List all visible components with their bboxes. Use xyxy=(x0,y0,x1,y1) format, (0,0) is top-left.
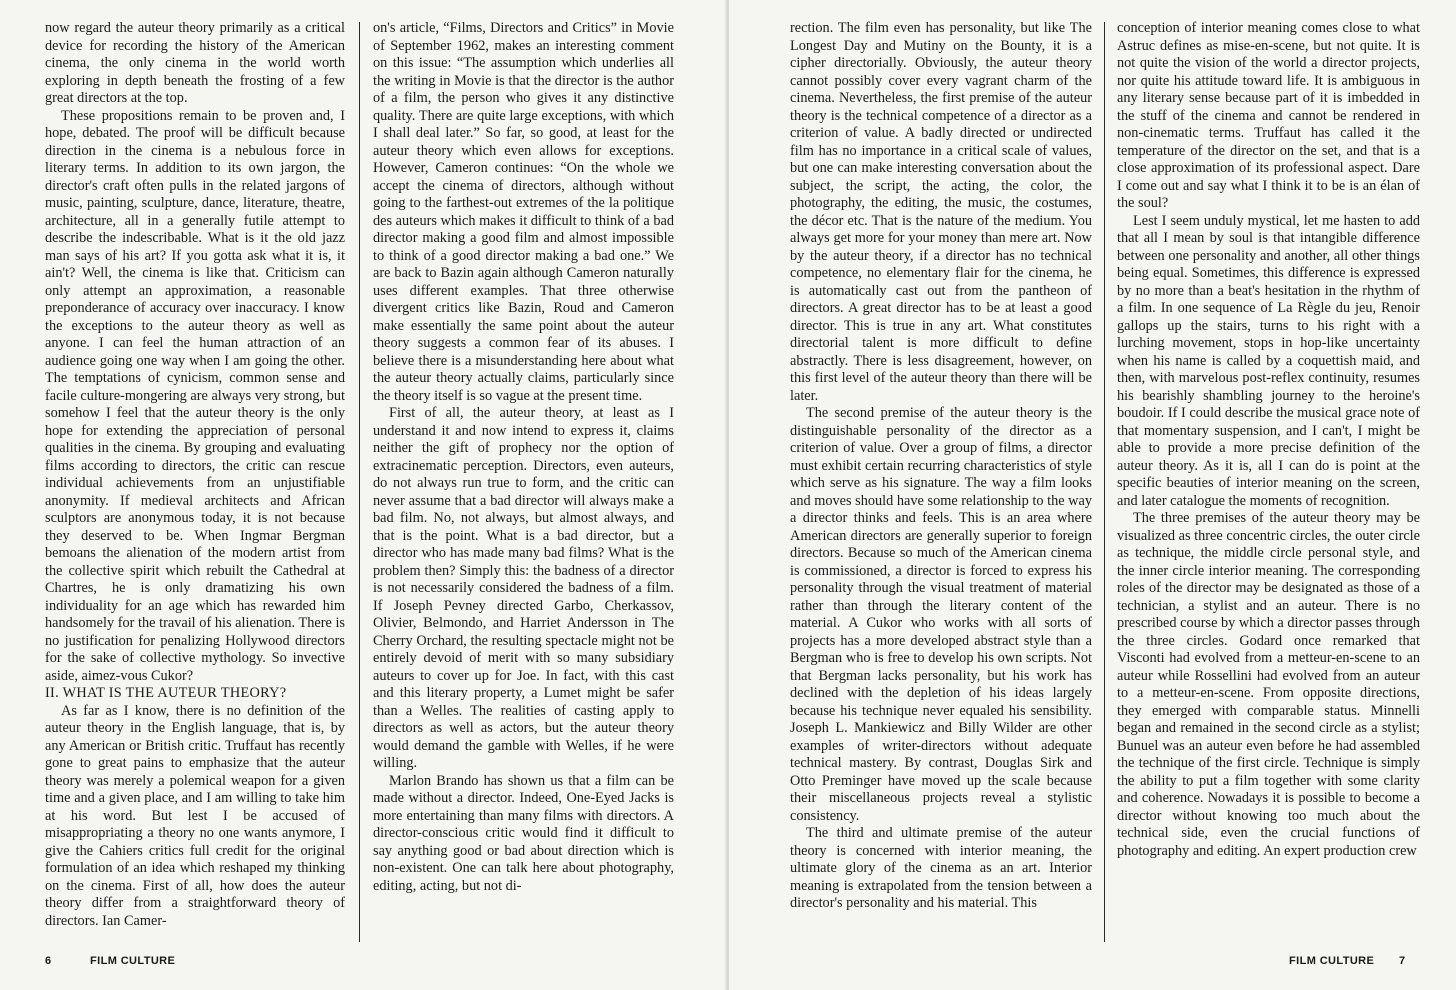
paragraph: The three premises of the auteur theory may be visualized as three concentric circles, the outer circle as technique, the middle circle personal style, and the inner circle interior meaning. The corresponding roles of the director may be designated as those of a technician, a stylist and an auteur. There is no prescribed course by which a director passes through the three circles. Godard once remarked that Visconti had evolved from a metteur-en-scene to an auteur while Rossellini had evolved from an auteur to a metteur-en-scene. From opposite directions, they emerged with comparable status. Minnelli began and remained in the second circle as a stylist; Bunuel was an auteur even before he had assembled the technique of the first circle. Technique is simply the ability to put a film together with some clarity and coherence. Nowadays it is possible to become a director without knowing too much about the technical side, even the crucial functions of photography and editing. An expert production crew xyxy=(1117,510,1420,859)
column-rule xyxy=(359,22,360,942)
paragraph: Lest I seem unduly mystical, let me hasten to add that all I mean by soul is that intangible difference between one personality and another, all other things being equal. Sometimes, this difference is expressed by no more than a beat's hesitation in the rhythm of a film. In one sequence of La Règle du jeu, Renoir gallops up the stairs, turns to his right with a lurching movement, stops in hop-like uncertainty when his name is called by a coquettish maid, and then, with marvelous post-reflex continuity, resumes his bearishly shambling journey to the heroine's boudoir. If I could describe the musical grace note of that momentary suspension, and I can't, I might be able to provide a more precise definition of the auteur theory. As it is, all I can do is point at the specific beauties of interior meaning on the screen, and later catalogue the moments of recognition. xyxy=(1117,212,1420,509)
left-page-column-1 xyxy=(45,20,345,950)
right-page-column-2 xyxy=(1117,20,1420,950)
paragraph: Marlon Brando has shown us that a film can be made without a director. Indeed, One-Eyed Jacks is more entertaining than many films with directors. A director-conscious critic would find it difficult to say anything good or bad about direction which is non-existent. One can talk here about photography, editing, acting, but not di- xyxy=(373,772,674,894)
paragraph: The third and ultimate premise of the auteur theory is concerned with interior meaning, the ultimate glory of the cinema as an art. Interior meaning is extrapolated from the tension between a director's personality and his material. This xyxy=(790,825,1092,911)
left-page-column-2 xyxy=(373,20,674,950)
page-number: 7 xyxy=(1399,955,1406,967)
paragraph: rection. The film even has personality, but like The Longest Day and Mutiny on the Bounty, it is a cipher directorially. Obviously, the auteur theory cannot possibly cover every vagrant charm of the cinema. Nevertheless, the first premise of the auteur theory is the technical competence of a director as a criterion of value. A badly directed or undirected film has no importance in a critical scale of values, but one can make interesting conversation about the subject, the script, the acting, the color, the photography, the editing, the music, the costumes, the décor etc. That is the nature of the medium. You always get more for your money than mere art. Now by the auteur theory, if a director has no technical competence, no elementary flair for the cinema, he is automatically cast out from the pantheon of directors. A great director has to be at least a good director. This is true in any art. What constitutes directorial talent is more difficult to define abstractly. There is less disagreement, however, on this first level of the auteur theory than there will be later. xyxy=(790,20,1092,404)
paragraph: now regard the auteur theory primarily as a critical device for recording the history of the American cinema, the only cinema in the world worth exploring in depth beneath the frosting of a few great directors at the top. xyxy=(45,20,345,106)
column-rule xyxy=(1104,22,1105,942)
running-title: FILM CULTURE xyxy=(90,955,176,967)
paragraph: First of all, the auteur theory, at least as I understand it and now intend to express it, claims neither the gift of prophecy nor the option of extracinematic perception. Directors, even auteurs, do not always run true to form, and the critic can never assume that a bad director will always make a bad film. No, not always, but almost always, and that is the point. What is a bad director, but a director who has made many bad films? What is the problem then? Simply this: the badness of a director is not necessarily considered the badness of a film. If Joseph Pevney directed Garbo, Cherkassov, Olivier, Belmondo, and Harriet Andersson in The Cherry Orchard, the resulting spectacle might not be entirely devoid of merit with so many subsidiary auteurs to cover up for Joe. In fact, with this cast and this literary property, a Lumet might be safer than a Welles. The realities of casting apply to directors as well as actors, but the auteur theory would demand the gamble with Welles, if he were willing. xyxy=(373,405,674,771)
section-heading: II. WHAT IS THE AUTEUR THEORY? xyxy=(45,685,287,701)
right-page-column-1 xyxy=(790,20,1092,950)
paragraph: As far as I know, there is no definition of the auteur theory in the English language, that is, by any American or British critic. Truffaut has recently gone to great pains to emphasize that the auteur theory was merely a polemical weapon for a given time and a given place, and I am willing to take him at his word. But lest I be accused of misappropriating a theory no one wants anymore, I give the Cahiers critics full credit for the original formulation of an idea which reshaped my thinking on the cinema. First of all, how does the auteur theory differ from a straightforward theory of directors. Ian Camer- xyxy=(45,702,345,929)
left-page xyxy=(0,0,727,990)
page-number: 6 xyxy=(45,955,52,967)
paragraph: on's article, “Films, Directors and Critics” in Movie of September 1962, makes an interesting comment on this issue: “The assumption which underlies all the writing in Movie is that the director is the author of a film, the person who gives it any distinctive quality. There are quite large exceptions, with which I shall deal later.” So far, so good, at least for the auteur theory which even allows for exceptions. However, Cameron continues: “On the whole we accept the cinema of directors, although without going to the farthest-out extremes of the la politique des auteurs which makes it difficult to think of a bad director making a good film and almost impossible to think of a good director making a bad one.” We are back to Bazin again although Cameron naturally uses different examples. That three otherwise divergent critics like Bazin, Roud and Cameron make essentially the same point about the auteur theory suggests a common fear of its abuses. I believe there is a misunderstanding here about what the auteur theory actually claims, particularly since the theory itself is so vague at the present time. xyxy=(373,20,674,404)
running-title: FILM CULTURE xyxy=(1289,955,1375,967)
right-page xyxy=(729,0,1456,990)
paragraph: conception of interior meaning comes close to what Astruc defines as mise-en-scene, but not quite. It is not quite the vision of the world a director projects, nor quite his attitude toward life. It is ambiguous in any literary sense because part of it is imbedded in the stuff of the cinema and cannot be rendered in non-cinematic terms. Truffaut has called it the temperature of the director on the set, and that is a close approximation of its professional aspect. Dare I come out and say what I think it to be is an élan of the soul? xyxy=(1117,20,1420,211)
paragraph: These propositions remain to be proven and, I hope, debated. The proof will be difficult because direction in the cinema is a nebulous force in literary terms. In addition to its own jargon, the director's craft often pulls in the related jargons of music, painting, sculpture, dance, literature, theatre, architecture, all in a generally futile attempt to describe the indescribable. What is it the old jazz man says of his art? If you gotta ask what it is, it ain't? Well, the cinema is like that. Criticism can only attempt an approximation, a reasonable preponderance of accuracy over inaccuracy. I know the exceptions to the auteur theory as well as anyone. I can feel the human attraction of an audience going one way when I am going the other. The temptations of cynicism, common sense and facile culture-mongering are always very strong, but somehow I feel that the auteur theory is the only hope for extending the appreciation of personal qualities in the cinema. By grouping and evaluating films according to directors, the critic can rescue individual achievements from an unjustifiable anonymity. If medieval architects and African sculptors are anonymous today, it is not because they deserved to be. When Ingmar Bergman bemoans the alienation of the modern artist from the collective spirit which rebuilt the Cathedral at Chartres, he is only dramatizing his own individuality for an age which has rewarded him handsomely for the travail of his alienation. There is no justification for penalizing Hollywood directors for the sake of collective mythology. So invective aside, aimez-vous Cukor? xyxy=(45,107,345,684)
paragraph: The second premise of the auteur theory is the distinguishable personality of the director as a criterion of value. Over a group of films, a director must exhibit certain recurring characteristics of style which serve as his signature. The way a film looks and moves should have some relationship to the way a director thinks and feels. This is an area where American directors are generally superior to foreign directors. Because so much of the American cinema is commissioned, a director is forced to express his personality through the visual treatment of material rather than through the literary content of the material. A Cukor who works with all sorts of projects has a more developed abstract style than a Bergman who is free to develop his own scripts. Not that Bergman lacks personality, but his work has declined with the depletion of his ideas largely because his technique never equaled his sensibility. Joseph L. Mankiewicz and Billy Wilder are other examples of writer-directors without adequate technical mastery. By contrast, Douglas Sirk and Otto Preminger have moved up the scale because their miscellaneous projects reveal a stylistic consistency. xyxy=(790,405,1092,824)
